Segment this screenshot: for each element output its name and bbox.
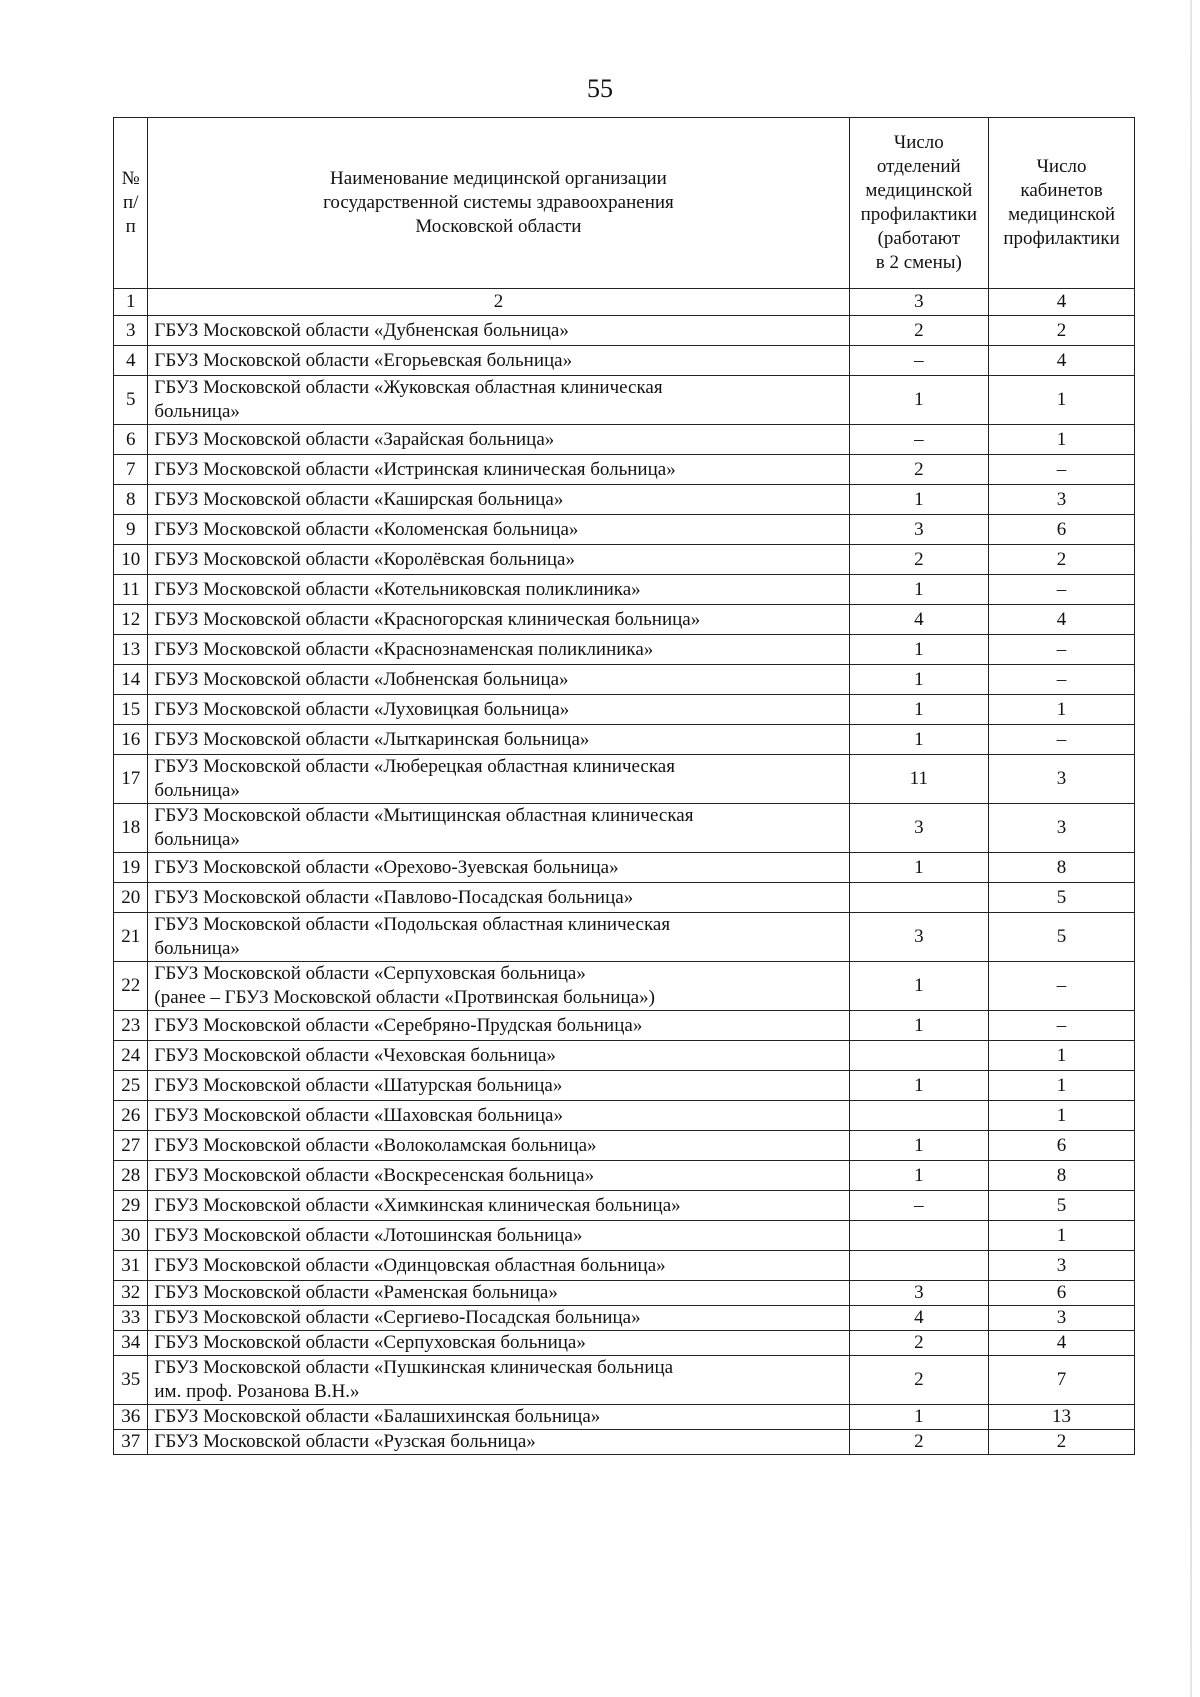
row-number-cell: 25 (114, 1071, 148, 1101)
departments-count-cell: 1 (849, 575, 989, 605)
row-number-cell: 13 (114, 635, 148, 665)
table-row (114, 515, 1135, 545)
departments-count-cell: 2 (849, 316, 989, 346)
row-number-cell: 6 (114, 425, 148, 455)
departments-count-cell: 1 (849, 1161, 989, 1191)
departments-count-cell: 2 (849, 455, 989, 485)
row-number-cell: 19 (114, 853, 148, 883)
cabinets-count-cell: 1 (989, 425, 1135, 455)
row-number-cell: 37 (114, 1430, 148, 1455)
departments-count-cell: 1 (849, 1011, 989, 1041)
scan-edge-divider (1190, 0, 1192, 1697)
column-index-cell: 3 (849, 289, 989, 316)
organization-name-cell: ГБУЗ Московской области «Дубненская больница» (148, 316, 849, 346)
row-number-cell: 35 (114, 1356, 148, 1405)
cabinets-count-cell: 13 (989, 1405, 1135, 1430)
row-number-cell: 34 (114, 1331, 148, 1356)
cabinets-count-cell: 1 (989, 695, 1135, 725)
organization-name-cell: ГБУЗ Московской области «Лыткаринская больница» (148, 725, 849, 755)
cabinets-count-cell: 1 (989, 1071, 1135, 1101)
cabinets-count-cell: 6 (989, 1131, 1135, 1161)
cabinets-count-cell: 4 (989, 346, 1135, 376)
organization-name-cell: ГБУЗ Московской области «Жуковская областная клиническая больница» (148, 376, 849, 425)
table-row (114, 695, 1135, 725)
organization-name-cell: ГБУЗ Московской области «Котельниковская поликлиника» (148, 575, 849, 605)
row-number-cell: 30 (114, 1221, 148, 1251)
row-number-cell: 14 (114, 665, 148, 695)
departments-count-cell (849, 1101, 989, 1131)
departments-count-cell: 1 (849, 665, 989, 695)
departments-count-cell (849, 883, 989, 913)
row-number-cell: 17 (114, 755, 148, 804)
organization-name-cell: ГБУЗ Московской области «Красногорская клиническая больница» (148, 605, 849, 635)
departments-count-cell: 1 (849, 853, 989, 883)
table-row (114, 725, 1135, 755)
table-row (114, 1131, 1135, 1161)
cabinets-count-cell: 4 (989, 605, 1135, 635)
organization-name-cell: ГБУЗ Московской области «Луховицкая больница» (148, 695, 849, 725)
organization-name-cell: ГБУЗ Московской области «Лотошинская больница» (148, 1221, 849, 1251)
row-number-cell: 31 (114, 1251, 148, 1281)
table-row (114, 455, 1135, 485)
departments-count-cell: 1 (849, 1405, 989, 1430)
row-number-cell: 12 (114, 605, 148, 635)
cabinets-count-cell: 1 (989, 1101, 1135, 1131)
table-row (114, 804, 1135, 853)
row-number-cell: 16 (114, 725, 148, 755)
cabinets-count-cell: 6 (989, 1281, 1135, 1306)
table-row (114, 425, 1135, 455)
cabinets-count-cell: 7 (989, 1356, 1135, 1405)
organization-name-cell: ГБУЗ Московской области «Рузская больница» (148, 1430, 849, 1455)
departments-count-cell: 1 (849, 376, 989, 425)
organization-name-cell: ГБУЗ Московской области «Серпуховская больница» (ранее – ГБУЗ Московской области «Протвинская больница») (148, 962, 849, 1011)
table-row (114, 346, 1135, 376)
organization-name-cell: ГБУЗ Московской области «Химкинская клиническая больница» (148, 1191, 849, 1221)
cabinets-count-cell: 1 (989, 376, 1135, 425)
cabinets-count-cell: 2 (989, 1430, 1135, 1455)
row-number-cell: 7 (114, 455, 148, 485)
departments-count-cell: 1 (849, 962, 989, 1011)
departments-count-cell: 3 (849, 1281, 989, 1306)
organization-name-cell: ГБУЗ Московской области «Серпуховская больница» (148, 1331, 849, 1356)
row-number-cell: 22 (114, 962, 148, 1011)
table-row (114, 1071, 1135, 1101)
departments-count-cell: 1 (849, 635, 989, 665)
cabinets-count-cell: 3 (989, 804, 1135, 853)
table-header-row (114, 118, 1135, 289)
row-number-cell: 20 (114, 883, 148, 913)
row-number-cell: 10 (114, 545, 148, 575)
organization-name-cell: ГБУЗ Московской области «Орехово-Зуевская больница» (148, 853, 849, 883)
organization-name-cell: ГБУЗ Московской области «Чеховская больница» (148, 1041, 849, 1071)
row-number-cell: 27 (114, 1131, 148, 1161)
departments-count-cell: 2 (849, 1356, 989, 1405)
organization-name-cell: ГБУЗ Московской области «Зарайская больница» (148, 425, 849, 455)
cabinets-count-cell: 3 (989, 1251, 1135, 1281)
row-number-cell: 11 (114, 575, 148, 605)
organization-name-cell: ГБУЗ Московской области «Каширская больница» (148, 485, 849, 515)
cabinets-count-cell: – (989, 575, 1135, 605)
cabinets-count-cell: – (989, 665, 1135, 695)
departments-count-cell: 11 (849, 755, 989, 804)
departments-count-cell: 1 (849, 1071, 989, 1101)
header-num: № п/п (114, 118, 148, 289)
table-row (114, 1356, 1135, 1405)
row-number-cell: 23 (114, 1011, 148, 1041)
departments-count-cell: 3 (849, 804, 989, 853)
table-body (114, 316, 1135, 1455)
page-number: 55 (587, 74, 613, 103)
cabinets-count-cell: 5 (989, 883, 1135, 913)
table-row (114, 913, 1135, 962)
table-row (114, 1405, 1135, 1430)
departments-count-cell: 4 (849, 605, 989, 635)
cabinets-count-cell: 8 (989, 853, 1135, 883)
table-row (114, 635, 1135, 665)
cabinets-count-cell: 3 (989, 485, 1135, 515)
cabinets-count-cell: 4 (989, 1331, 1135, 1356)
organization-name-cell: ГБУЗ Московской области «Шаховская больница» (148, 1101, 849, 1131)
departments-count-cell (849, 1251, 989, 1281)
table-row (114, 575, 1135, 605)
departments-count-cell: – (849, 1191, 989, 1221)
organization-name-cell: ГБУЗ Московской области «Пушкинская клиническая больница им. проф. Розанова В.Н.» (148, 1356, 849, 1405)
departments-count-cell: 1 (849, 485, 989, 515)
row-number-cell: 28 (114, 1161, 148, 1191)
table-row (114, 1430, 1135, 1455)
cabinets-count-cell: 2 (989, 545, 1135, 575)
table-row (114, 1191, 1135, 1221)
organization-name-cell: ГБУЗ Московской области «Сергиево-Посадская больница» (148, 1306, 849, 1331)
organization-name-cell: ГБУЗ Московской области «Егорьевская больница» (148, 346, 849, 376)
organization-name-cell: ГБУЗ Московской области «Воскресенская больница» (148, 1161, 849, 1191)
organization-name-cell: ГБУЗ Московской области «Королёвская больница» (148, 545, 849, 575)
departments-count-cell: 1 (849, 1131, 989, 1161)
organization-name-cell: ГБУЗ Московской области «Одинцовская областная больница» (148, 1251, 849, 1281)
organization-name-cell: ГБУЗ Московской области «Краснознаменская поликлиника» (148, 635, 849, 665)
table-row (114, 1221, 1135, 1251)
organization-name-cell: ГБУЗ Московской области «Шатурская больница» (148, 1071, 849, 1101)
table-row (114, 1101, 1135, 1131)
table-row (114, 545, 1135, 575)
table-row (114, 485, 1135, 515)
row-number-cell: 9 (114, 515, 148, 545)
table-row (114, 962, 1135, 1011)
row-number-cell: 33 (114, 1306, 148, 1331)
table-row (114, 1251, 1135, 1281)
cabinets-count-cell: 8 (989, 1161, 1135, 1191)
row-number-cell: 24 (114, 1041, 148, 1071)
organization-name-cell: ГБУЗ Московской области «Мытищинская областная клиническая больница» (148, 804, 849, 853)
row-number-cell: 5 (114, 376, 148, 425)
departments-count-cell: 2 (849, 1331, 989, 1356)
column-index-cell: 2 (148, 289, 849, 316)
departments-count-cell: 1 (849, 725, 989, 755)
table-row (114, 1306, 1135, 1331)
column-index-cell: 1 (114, 289, 148, 316)
organization-name-cell: ГБУЗ Московской области «Раменская больница» (148, 1281, 849, 1306)
table-row (114, 1011, 1135, 1041)
header-departments: Число отделений медицинской профилактики (работают в 2 смены) (849, 118, 989, 289)
header-name: Наименование медицинской организации государственной системы здравоохранения Московской области (148, 118, 849, 289)
organization-name-cell: ГБУЗ Московской области «Истринская клиническая больница» (148, 455, 849, 485)
table-row (114, 853, 1135, 883)
table-row (114, 1161, 1135, 1191)
departments-count-cell: 3 (849, 515, 989, 545)
organization-name-cell: ГБУЗ Московской области «Коломенская больница» (148, 515, 849, 545)
row-number-cell: 36 (114, 1405, 148, 1430)
row-number-cell: 32 (114, 1281, 148, 1306)
row-number-cell: 8 (114, 485, 148, 515)
organizations-table (113, 117, 1135, 1455)
cabinets-count-cell: 3 (989, 755, 1135, 804)
column-index-row (114, 289, 1135, 316)
organization-name-cell: ГБУЗ Московской области «Балашихинская больница» (148, 1405, 849, 1430)
column-index-cell: 4 (989, 289, 1135, 316)
cabinets-count-cell: – (989, 725, 1135, 755)
row-number-cell: 26 (114, 1101, 148, 1131)
departments-count-cell: 4 (849, 1306, 989, 1331)
cabinets-count-cell: – (989, 1011, 1135, 1041)
table-row (114, 376, 1135, 425)
cabinets-count-cell: 6 (989, 515, 1135, 545)
organization-name-cell: ГБУЗ Московской области «Волоколамская больница» (148, 1131, 849, 1161)
organization-name-cell: ГБУЗ Московской области «Серебряно-Прудская больница» (148, 1011, 849, 1041)
organization-name-cell: ГБУЗ Московской области «Подольская областная клиническая больница» (148, 913, 849, 962)
row-number-cell: 4 (114, 346, 148, 376)
row-number-cell: 29 (114, 1191, 148, 1221)
cabinets-count-cell: 5 (989, 1191, 1135, 1221)
cabinets-count-cell: 1 (989, 1221, 1135, 1251)
row-number-cell: 18 (114, 804, 148, 853)
departments-count-cell: – (849, 425, 989, 455)
table-row (114, 316, 1135, 346)
cabinets-count-cell: 1 (989, 1041, 1135, 1071)
departments-count-cell: – (849, 346, 989, 376)
cabinets-count-cell: 2 (989, 316, 1135, 346)
table-row (114, 1331, 1135, 1356)
organization-name-cell: ГБУЗ Московской области «Люберецкая областная клиническая больница» (148, 755, 849, 804)
cabinets-count-cell: – (989, 962, 1135, 1011)
organization-name-cell: ГБУЗ Московской области «Павлово-Посадская больница» (148, 883, 849, 913)
cabinets-count-cell: – (989, 455, 1135, 485)
row-number-cell: 3 (114, 316, 148, 346)
departments-count-cell (849, 1221, 989, 1251)
departments-count-cell: 2 (849, 1430, 989, 1455)
table-row (114, 755, 1135, 804)
header-cabinets: Число кабинетов медицинской профилактики (989, 118, 1135, 289)
cabinets-count-cell: 3 (989, 1306, 1135, 1331)
departments-count-cell: 3 (849, 913, 989, 962)
row-number-cell: 21 (114, 913, 148, 962)
departments-count-cell (849, 1041, 989, 1071)
cabinets-count-cell: 5 (989, 913, 1135, 962)
table-row (114, 665, 1135, 695)
table-row (114, 1041, 1135, 1071)
row-number-cell: 15 (114, 695, 148, 725)
cabinets-count-cell: – (989, 635, 1135, 665)
table-row (114, 883, 1135, 913)
table-row (114, 1281, 1135, 1306)
table-row (114, 605, 1135, 635)
organization-name-cell: ГБУЗ Московской области «Лобненская больница» (148, 665, 849, 695)
departments-count-cell: 2 (849, 545, 989, 575)
departments-count-cell: 1 (849, 695, 989, 725)
